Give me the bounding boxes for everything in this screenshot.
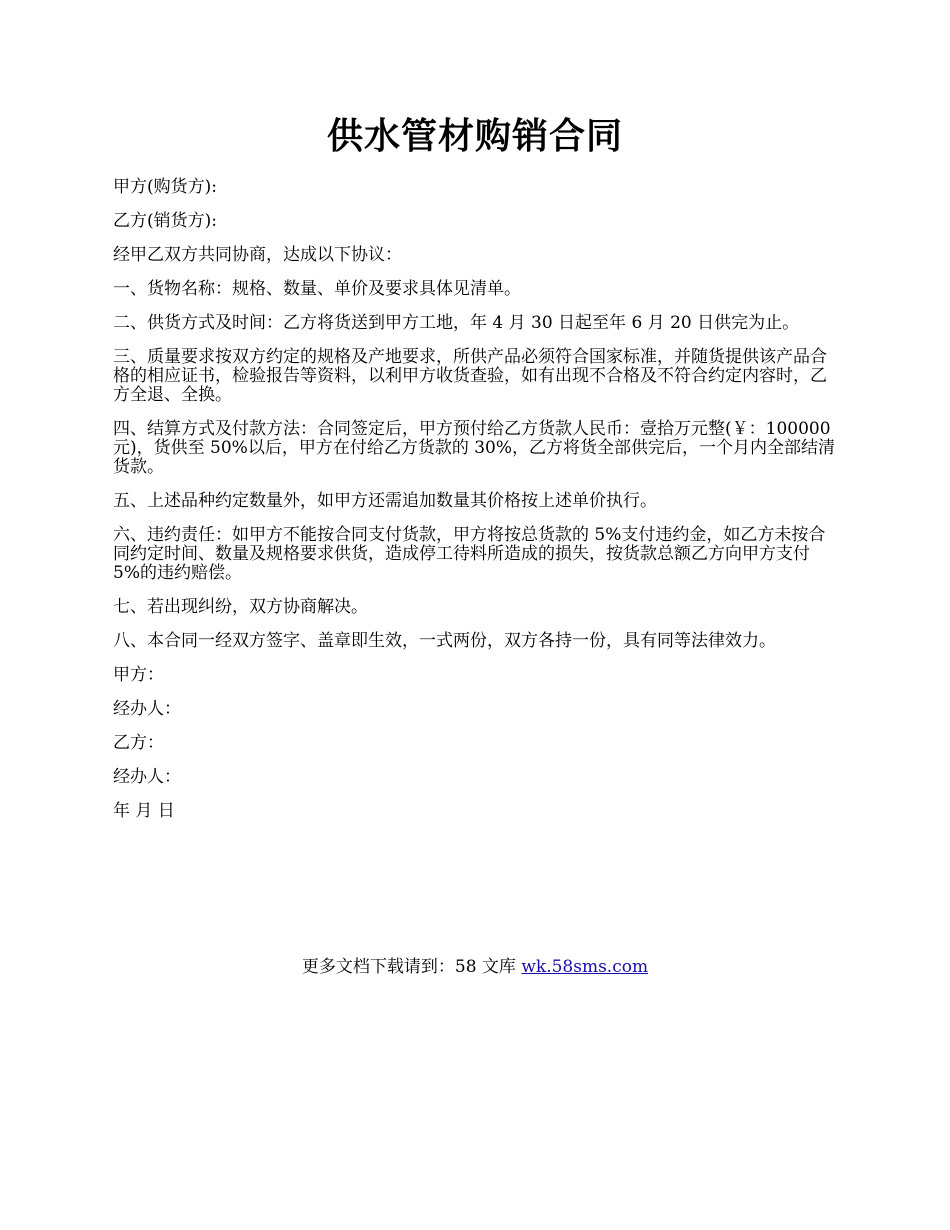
footer-link[interactable]: wk.58sms.com: [521, 957, 649, 977]
clause-5-additional-quantity: 五、上述品种约定数量外，如甲方还需追加数量其价格按上述单价执行。: [113, 491, 657, 511]
signature-agent-b: 经办人：: [113, 767, 181, 787]
party-a-buyer-line: 甲方(购货方):: [113, 177, 217, 197]
clause-2-delivery: 二、供货方式及时间：乙方将货送到甲方工地，年 4 月 30 日起至年 6 月 20 日供完为止。: [113, 313, 800, 333]
party-b-seller-line: 乙方(销货方):: [113, 211, 217, 231]
signature-party-a: 甲方：: [113, 665, 164, 685]
document-body: [113, 178, 838, 836]
clause-1-goods: 一、货物名称：规格、数量、单价及要求具体见清单。: [113, 279, 521, 299]
document-title: 供水管材购销合同: [326, 115, 623, 157]
clause-6-breach: 六、违约责任：如甲方不能按合同支付货款，甲方将按总货款的 5%支付违约金，如乙方未按合同约定时间、数量及规格要求供货，造成停工待料所造成的损失，按货款总额乙方向甲方支付 5%的违约赔偿。: [113, 525, 826, 583]
signature-agent-a: 经办人：: [113, 699, 181, 719]
footer-text: 更多文档下载请到：58 文库: [301, 957, 522, 977]
clause-7-disputes: 七、若出现纠纷，双方协商解决。: [113, 597, 368, 617]
clause-4-payment: 四、结算方式及付款方法：合同签定后，甲方预付给乙方货款人民币：壹拾万元整(￥：100000 元)，货供至 50%以后，甲方在付给乙方货款的 30%，乙方将货全部供完后，一个月内全部结清货款。: [113, 419, 836, 477]
download-footer: [0, 957, 950, 977]
clause-8-effectiveness: 八、本合同一经双方签字、盖章即生效，一式两份，双方各持一份，具有同等法律效力。: [113, 631, 776, 651]
agreement-intro: 经甲乙双方共同协商，达成以下协议：: [113, 245, 402, 265]
signature-date: 年 月 日: [113, 801, 175, 821]
clause-3-quality: 三、质量要求按双方约定的规格及产地要求，所供产品必须符合国家标准，并随货提供该产品合格的相应证书，检验报告等资料，以利甲方收货查验，如有出现不合格及不符合约定内容时，乙方全退、全换。: [113, 347, 827, 405]
signature-party-b: 乙方：: [113, 733, 164, 753]
